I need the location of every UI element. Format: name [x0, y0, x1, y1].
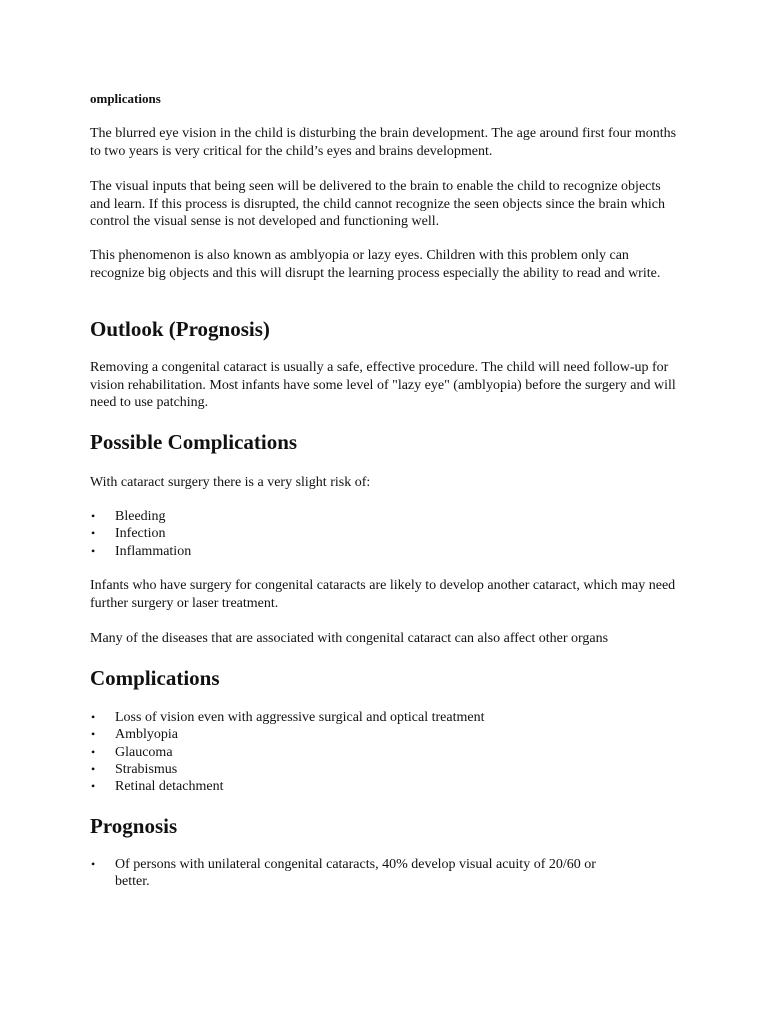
- list-item: • Inflammation: [70, 543, 670, 560]
- prognosis-list: [70, 856, 660, 891]
- heading-complications: Complications: [90, 666, 220, 690]
- intro-paragraph-1: The blurred eye vision in the child is disturbing the brain development. The age around first four months to two years is very critical for the child’s eyes and brains development.: [90, 126, 677, 159]
- possible-complications-paragraph-2: Many of the diseases that are associated with congenital cataract can also affect other organs: [90, 631, 609, 646]
- possible-complications-intro: With cataract surgery there is a very slight risk of:: [90, 475, 371, 490]
- list-item: • Of persons with unilateral congenital cataracts, 40% develop visual acuity of 20/60 or better.: [70, 856, 660, 891]
- heading-prognosis: Prognosis: [90, 814, 178, 838]
- list-item: • Amblyopia: [70, 726, 670, 743]
- list-item: • Strabismus: [70, 761, 670, 778]
- list-item: • Retinal detachment: [70, 778, 670, 795]
- list-item: • Bleeding: [70, 508, 670, 525]
- list-item: • Glaucoma: [70, 744, 670, 761]
- possible-complications-paragraph-1: Infants who have surgery for congenital cataracts are likely to develop another cataract, which may need further surgery or laser treatment.: [90, 578, 676, 611]
- heading-outlook: Outlook (Prognosis): [90, 317, 270, 341]
- intro-paragraph-3: This phenomenon is also known as amblyopia or lazy eyes. Children with this problem only can recognize big objects and this will disrupt the learning process especially the ability to read and write.: [90, 248, 661, 281]
- heading-possible-complications: Possible Complications: [90, 430, 298, 454]
- outlook-paragraph: Removing a congenital cataract is usually a safe, effective procedure. The child will need follow-up for vision rehabilitation. Most infants have some level of "lazy eye" (amblyopia) before the surgery and will need to use patching.: [90, 360, 676, 410]
- intro-paragraph-2: The visual inputs that being seen will be delivered to the brain to enable the child to recognize objects and learn. If this process is disrupted, the child cannot recognize the seen objects since the brain which control the visual sense is not developed and functioning well.: [90, 179, 665, 229]
- risk-list: [70, 508, 670, 560]
- complications-list: [70, 709, 670, 795]
- section-label-omplications: omplications: [90, 91, 161, 106]
- list-item: • Loss of vision even with aggressive surgical and optical treatment: [70, 709, 670, 726]
- list-item: • Infection: [70, 525, 670, 542]
